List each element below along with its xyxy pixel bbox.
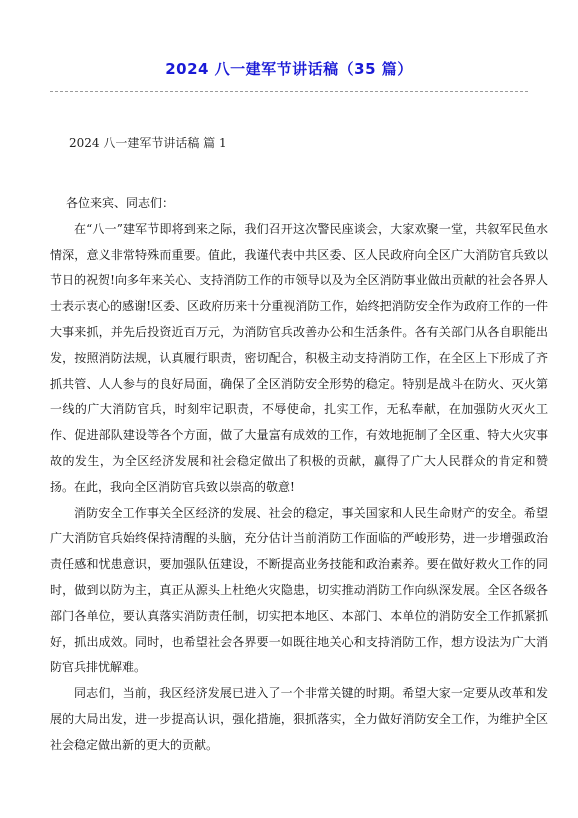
body-text: [50, 191, 548, 759]
paragraph-1: 在“八一”建军节即将到来之际，我们召开这次警民座谈会，大家欢聚一堂，共叙军民鱼水情深，意义非常特殊而重要。值此，我谨代表中共区委、区人民政府向全区广大消防官兵致以节日的祝贺!向多年来关心、支持消防工作的市领导以及为全区消防事业做出贡献的社会各界人士表示衷心的感谢!区委、区政府历来十分重视消防工作，始终把消防安全作为政府工作的一件大事来抓，并先后投资近百万元，为消防官兵改善办公和生活条件。各有关部门从各自职能出发，按照消防法规，认真履行职责，密切配合，积极主动支持消防工作，在全区上下形成了齐抓共管、人人参与的良好局面，确保了全区消防安全形势的稳定。特别是战斗在防火、灭火第一线的广大消防官兵，时刻牢记职责，不辱使命，扎实工作，无私奉献，在加强防火灭火工作、促进部队建设等各个方面，做了大量富有成效的工作，有效地扼制了全区重、特大火灾事故的发生，为全区经济发展和社会稳定做出了积极的贡献，赢得了广大人民群众的肯定和赞扬。在此，我向全区消防官兵致以崇高的敬意!: [50, 221, 548, 494]
document-title: 2024 八一建军节讲话稿（35 篇）: [165, 60, 413, 78]
title-divider: [50, 91, 528, 92]
paragraph-3: 同志们，当前，我区经济发展已进入了一个非常关键的时期。希望大家一定要从改革和发展的大局出发，进一步提高认识，强化措施，狠抓落实，全力做好消防安全工作，为维护全区社会稳定做出新的更大的贡献。: [50, 686, 548, 752]
section-heading: 2024 八一建军节讲话稿 篇 1: [69, 136, 227, 150]
paragraph-2: 消防安全工作事关全区经济的发展、社会的稳定，事关国家和人民生命财产的安全。希望广大消防官兵始终保持清醒的头脑，充分估计当前消防工作面临的严峻形势，进一步增强政治责任感和忧患意识，要加强队伍建设，不断提高业务技能和政治素养。要在做好救火工作的同时，做到以防为主，真正从源头上杜绝火灾隐患，切实推动消防工作向纵深发展。全区各级各部门各单位，要认真落实消防责任制，切实把本地区、本部门、本单位的消防安全工作抓紧抓好，抓出成效。同时，也希望社会各界要一如既往地关心和支持消防工作，想方设法为广大消防官兵排忧解难。: [50, 505, 548, 675]
greeting: 各位来宾、同志们：: [66, 196, 175, 210]
